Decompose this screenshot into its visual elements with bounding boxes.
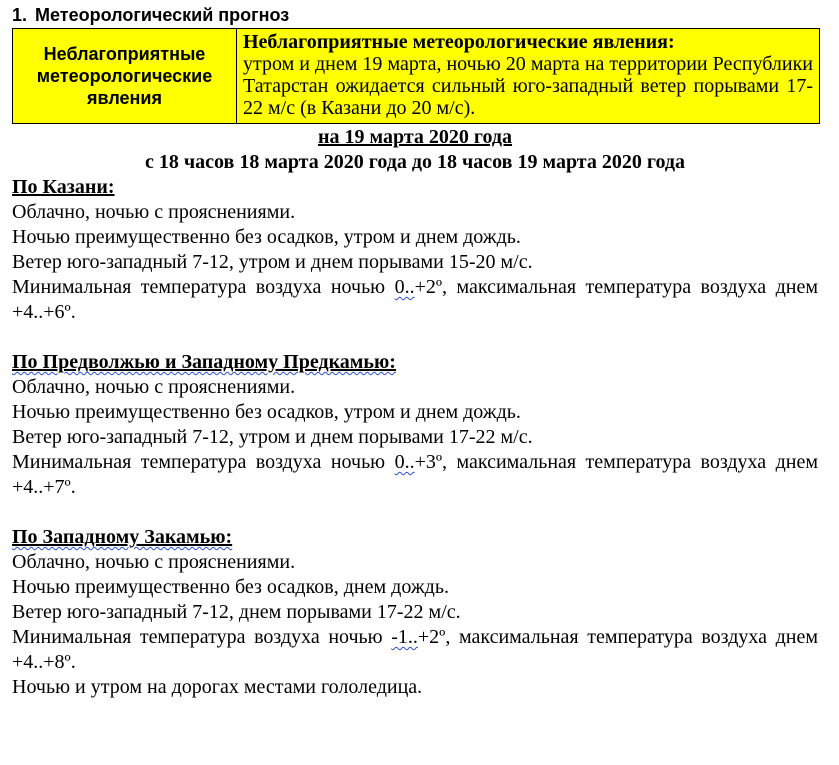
region-temperature	[12, 275, 818, 325]
temp-suffix: +3º, максимальная температура воздуха днем +4..+7º.	[12, 451, 818, 498]
temp-night-range: 0..	[394, 451, 415, 473]
section-title	[12, 4, 818, 26]
spacer	[12, 325, 818, 350]
region-line: Облачно, ночью с прояснениями.	[12, 201, 296, 223]
region-temperature	[12, 450, 818, 500]
warning-text-cell	[237, 29, 820, 124]
forecast-period: с 18 часов 18 марта 2020 года до 18 часов 19 марта 2020 года	[145, 151, 685, 173]
region-line: Облачно, ночью с прояснениями.	[12, 551, 296, 573]
warning-heading: Неблагоприятные метеорологические явления:	[243, 31, 675, 53]
warning-label-cell	[13, 29, 237, 124]
region-title-text: По Предволжью и Западному Предкамью:	[12, 351, 396, 373]
region-title	[12, 525, 818, 550]
region-extra-line: Ночью и утром на дорогах местами гололедица.	[12, 676, 423, 698]
warning-table	[12, 28, 820, 124]
warning-label: Неблагоприятные метеорологические явления	[36, 44, 213, 108]
region-title	[12, 350, 818, 375]
region-title-text: По Западному Закамью:	[12, 526, 233, 548]
section-title-text: Метеорологический прогноз	[35, 5, 290, 25]
warning-text: утром и днем 19 марта, ночью 20 марта на территории Республики Татарстан ожидается сильный юго-западный ветер порывами 17-22 м/с (в Казани до 20 м/с).	[243, 53, 813, 119]
region-kazan	[12, 175, 818, 325]
region-temperature	[12, 625, 818, 675]
temp-prefix: Минимальная температура воздуха ночью	[12, 451, 395, 473]
region-line: Ночью преимущественно без осадков, днем дождь.	[12, 576, 449, 598]
section-number: 1.	[12, 5, 28, 25]
region-line: Ночью преимущественно без осадков, утром и днем дождь.	[12, 401, 521, 423]
region-line: Ночью преимущественно без осадков, утром и днем дождь.	[12, 226, 521, 248]
region-predvolzhye	[12, 350, 818, 500]
temp-night-range: -1..	[391, 626, 418, 648]
region-line: Ветер юго-западный 7-12, утром и днем порывами 15-20 м/с.	[12, 251, 533, 273]
temp-prefix: Минимальная температура воздуха ночью	[12, 626, 392, 648]
region-zakamye	[12, 525, 818, 700]
region-line: Ветер юго-западный 7-12, днем порывами 17-22 м/с.	[12, 601, 461, 623]
forecast-document	[12, 4, 818, 700]
spacer	[12, 500, 818, 525]
region-title: По Казани:	[12, 176, 115, 198]
temp-night-range: 0..	[394, 276, 415, 298]
region-line: Облачно, ночью с прояснениями.	[12, 376, 296, 398]
region-line: Ветер юго-западный 7-12, утром и днем порывами 17-22 м/с.	[12, 426, 533, 448]
forecast-date: на 19 марта 2020 года	[317, 126, 513, 148]
temp-suffix: +2º, максимальная температура воздуха днем +4..+8º.	[12, 626, 818, 673]
temp-suffix: +2º, максимальная температура воздуха днем +4..+6º.	[12, 276, 818, 323]
temp-prefix: Минимальная температура воздуха ночью	[12, 276, 395, 298]
